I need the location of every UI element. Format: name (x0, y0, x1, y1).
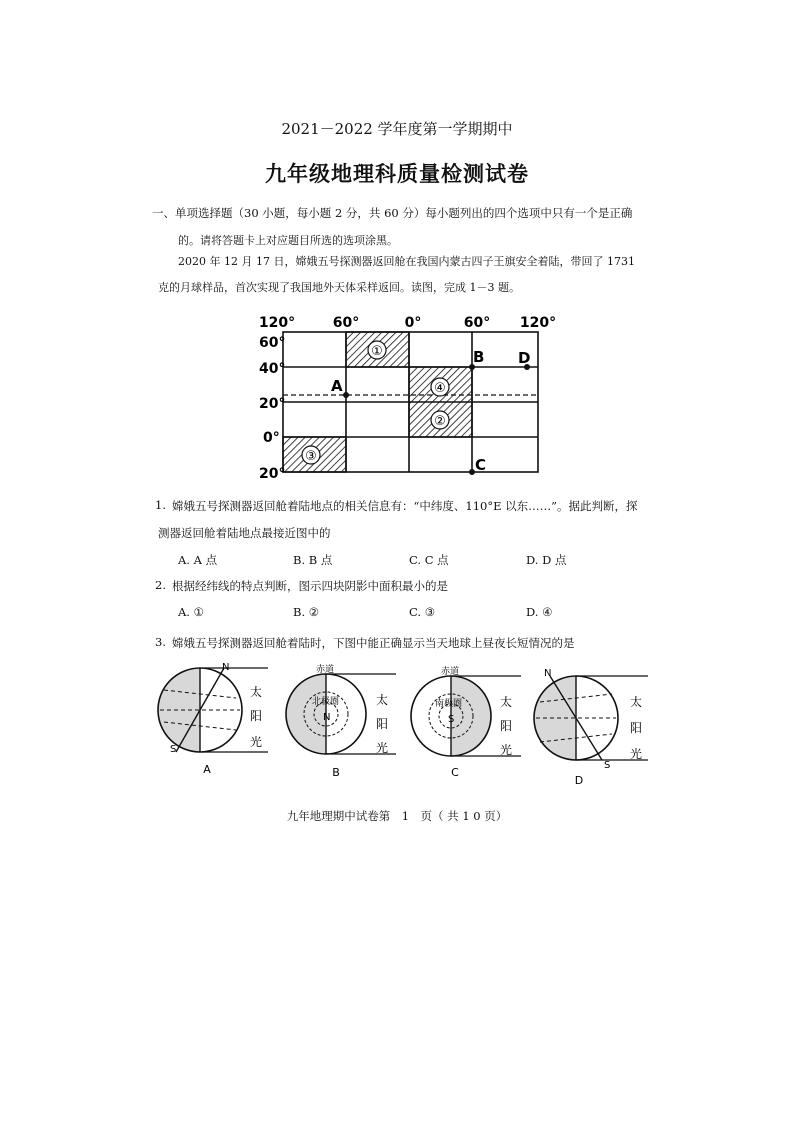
region-3-label: ③ (305, 449, 317, 464)
intro-line-1: 2020 年 12 月 17 日，嫦娥五号探测器返回舱在我国内蒙古四子王旗安全着陆，带回了 1731 (178, 255, 635, 268)
question-1-text: 嫦娥五号探测器返回舱着陆地点的相关信息有：“中纬度、110°E 以东……”。据此判断，探 (172, 499, 638, 513)
question-3-number: 3. (155, 635, 166, 649)
region-4-label: ④ (434, 381, 446, 396)
point-b-label: B (473, 348, 485, 366)
globe-figure-b (280, 662, 405, 780)
region-2-label: ② (434, 414, 446, 429)
globe-figure-a (150, 658, 280, 778)
sunlight-char-2: 阳 (376, 717, 389, 731)
arctic-circle-label: 北极圈 (312, 697, 340, 707)
section-heading-cont: 的。请将答题卡上对应题目所选的选项涂黑。 (178, 234, 398, 247)
q2-option-d[interactable]: D. ④ (526, 605, 553, 619)
equator-label: 赤道 (316, 665, 335, 675)
lon-label: 60° (332, 315, 360, 331)
south-pole-label: S (170, 744, 177, 755)
globe-caption-a: A (203, 763, 211, 776)
south-pole-label: S (604, 760, 611, 771)
q1-option-b[interactable]: B. B 点 (293, 553, 333, 567)
sunlight-char-1: 太 (500, 695, 513, 709)
lon-label: 120° (258, 315, 296, 331)
lon-label: 120° (519, 315, 557, 331)
q1-option-c[interactable]: C. C 点 (409, 553, 449, 567)
point-a-label: A (331, 377, 343, 395)
sunlight-char-1: 太 (630, 695, 643, 709)
globe-caption-c: C (451, 766, 459, 779)
lon-label: 0° (404, 315, 422, 331)
lat-label: 40° (259, 361, 286, 377)
section-heading: 一、单项选择题（30 小题，每小题 2 分，共 60 分）每小题列出的四个选项中只有一个是正确 (152, 206, 633, 220)
sunlight-char-1: 太 (376, 693, 389, 707)
q1-option-d[interactable]: D. D 点 (526, 553, 567, 567)
lat-lon-grid-figure (255, 310, 560, 490)
north-pole-label: N (544, 668, 552, 679)
lat-label: 60° (259, 335, 286, 351)
intro-line-2: 克的月球样品，首次实现了我国地外天体采样返回。读图，完成 1－3 题。 (158, 281, 520, 294)
question-2-number: 2. (155, 578, 166, 592)
sunlight-char-2: 阳 (250, 709, 263, 723)
q2-option-a[interactable]: A. ① (178, 605, 204, 619)
exam-title: 九年级地理科质量检测试卷 (265, 161, 529, 186)
question-1-number: 1. (155, 498, 166, 512)
sunlight-char-3: 光 (500, 743, 513, 757)
point-d-label: D (518, 349, 531, 367)
question-3-text: 嫦娥五号探测器返回舱着陆时，下图中能正确显示当天地球上昼夜长短情况的是 (172, 636, 575, 650)
antarctic-circle-label: 南极圈 (435, 699, 463, 709)
north-pole-label: N (222, 662, 230, 673)
sunlight-char-2: 阳 (500, 719, 513, 733)
north-pole-label: N (323, 712, 331, 723)
exam-subtitle: 2021－2022 学年度第一学期期中 (281, 120, 513, 138)
globe-caption-d: D (574, 774, 584, 787)
sunlight-char-2: 阳 (630, 721, 643, 735)
point-c-label: C (475, 456, 487, 474)
region-1-label: ① (371, 344, 383, 359)
sunlight-char-3: 光 (250, 735, 263, 749)
globe-figure-d (528, 664, 658, 789)
sunlight-char-3: 光 (630, 747, 643, 761)
equator-label: 赤道 (441, 667, 460, 677)
question-1-text-cont: 测器返回舱着陆地点最接近图中的 (158, 526, 331, 540)
sunlight-char-3: 光 (376, 741, 389, 755)
globe-caption-b: B (332, 766, 340, 779)
q2-option-c[interactable]: C. ③ (409, 605, 436, 619)
lat-label: 20° (259, 396, 286, 412)
sunlight-char-1: 太 (250, 685, 263, 699)
question-2-text: 根据经纬线的特点判断，图示四块阴影中面积最小的是 (172, 579, 448, 593)
page-footer: 九年地理期中试卷第 1 页（ 共 1 0 页） (286, 809, 508, 823)
lat-label: 0° (263, 430, 280, 446)
globe-figure-c (405, 664, 530, 782)
lon-label: 60° (463, 315, 491, 331)
south-pole-label: S (448, 714, 455, 725)
q1-option-a[interactable]: A. A 点 (178, 553, 218, 567)
lat-label: 20° (259, 466, 286, 482)
q2-option-b[interactable]: B. ② (293, 605, 320, 619)
